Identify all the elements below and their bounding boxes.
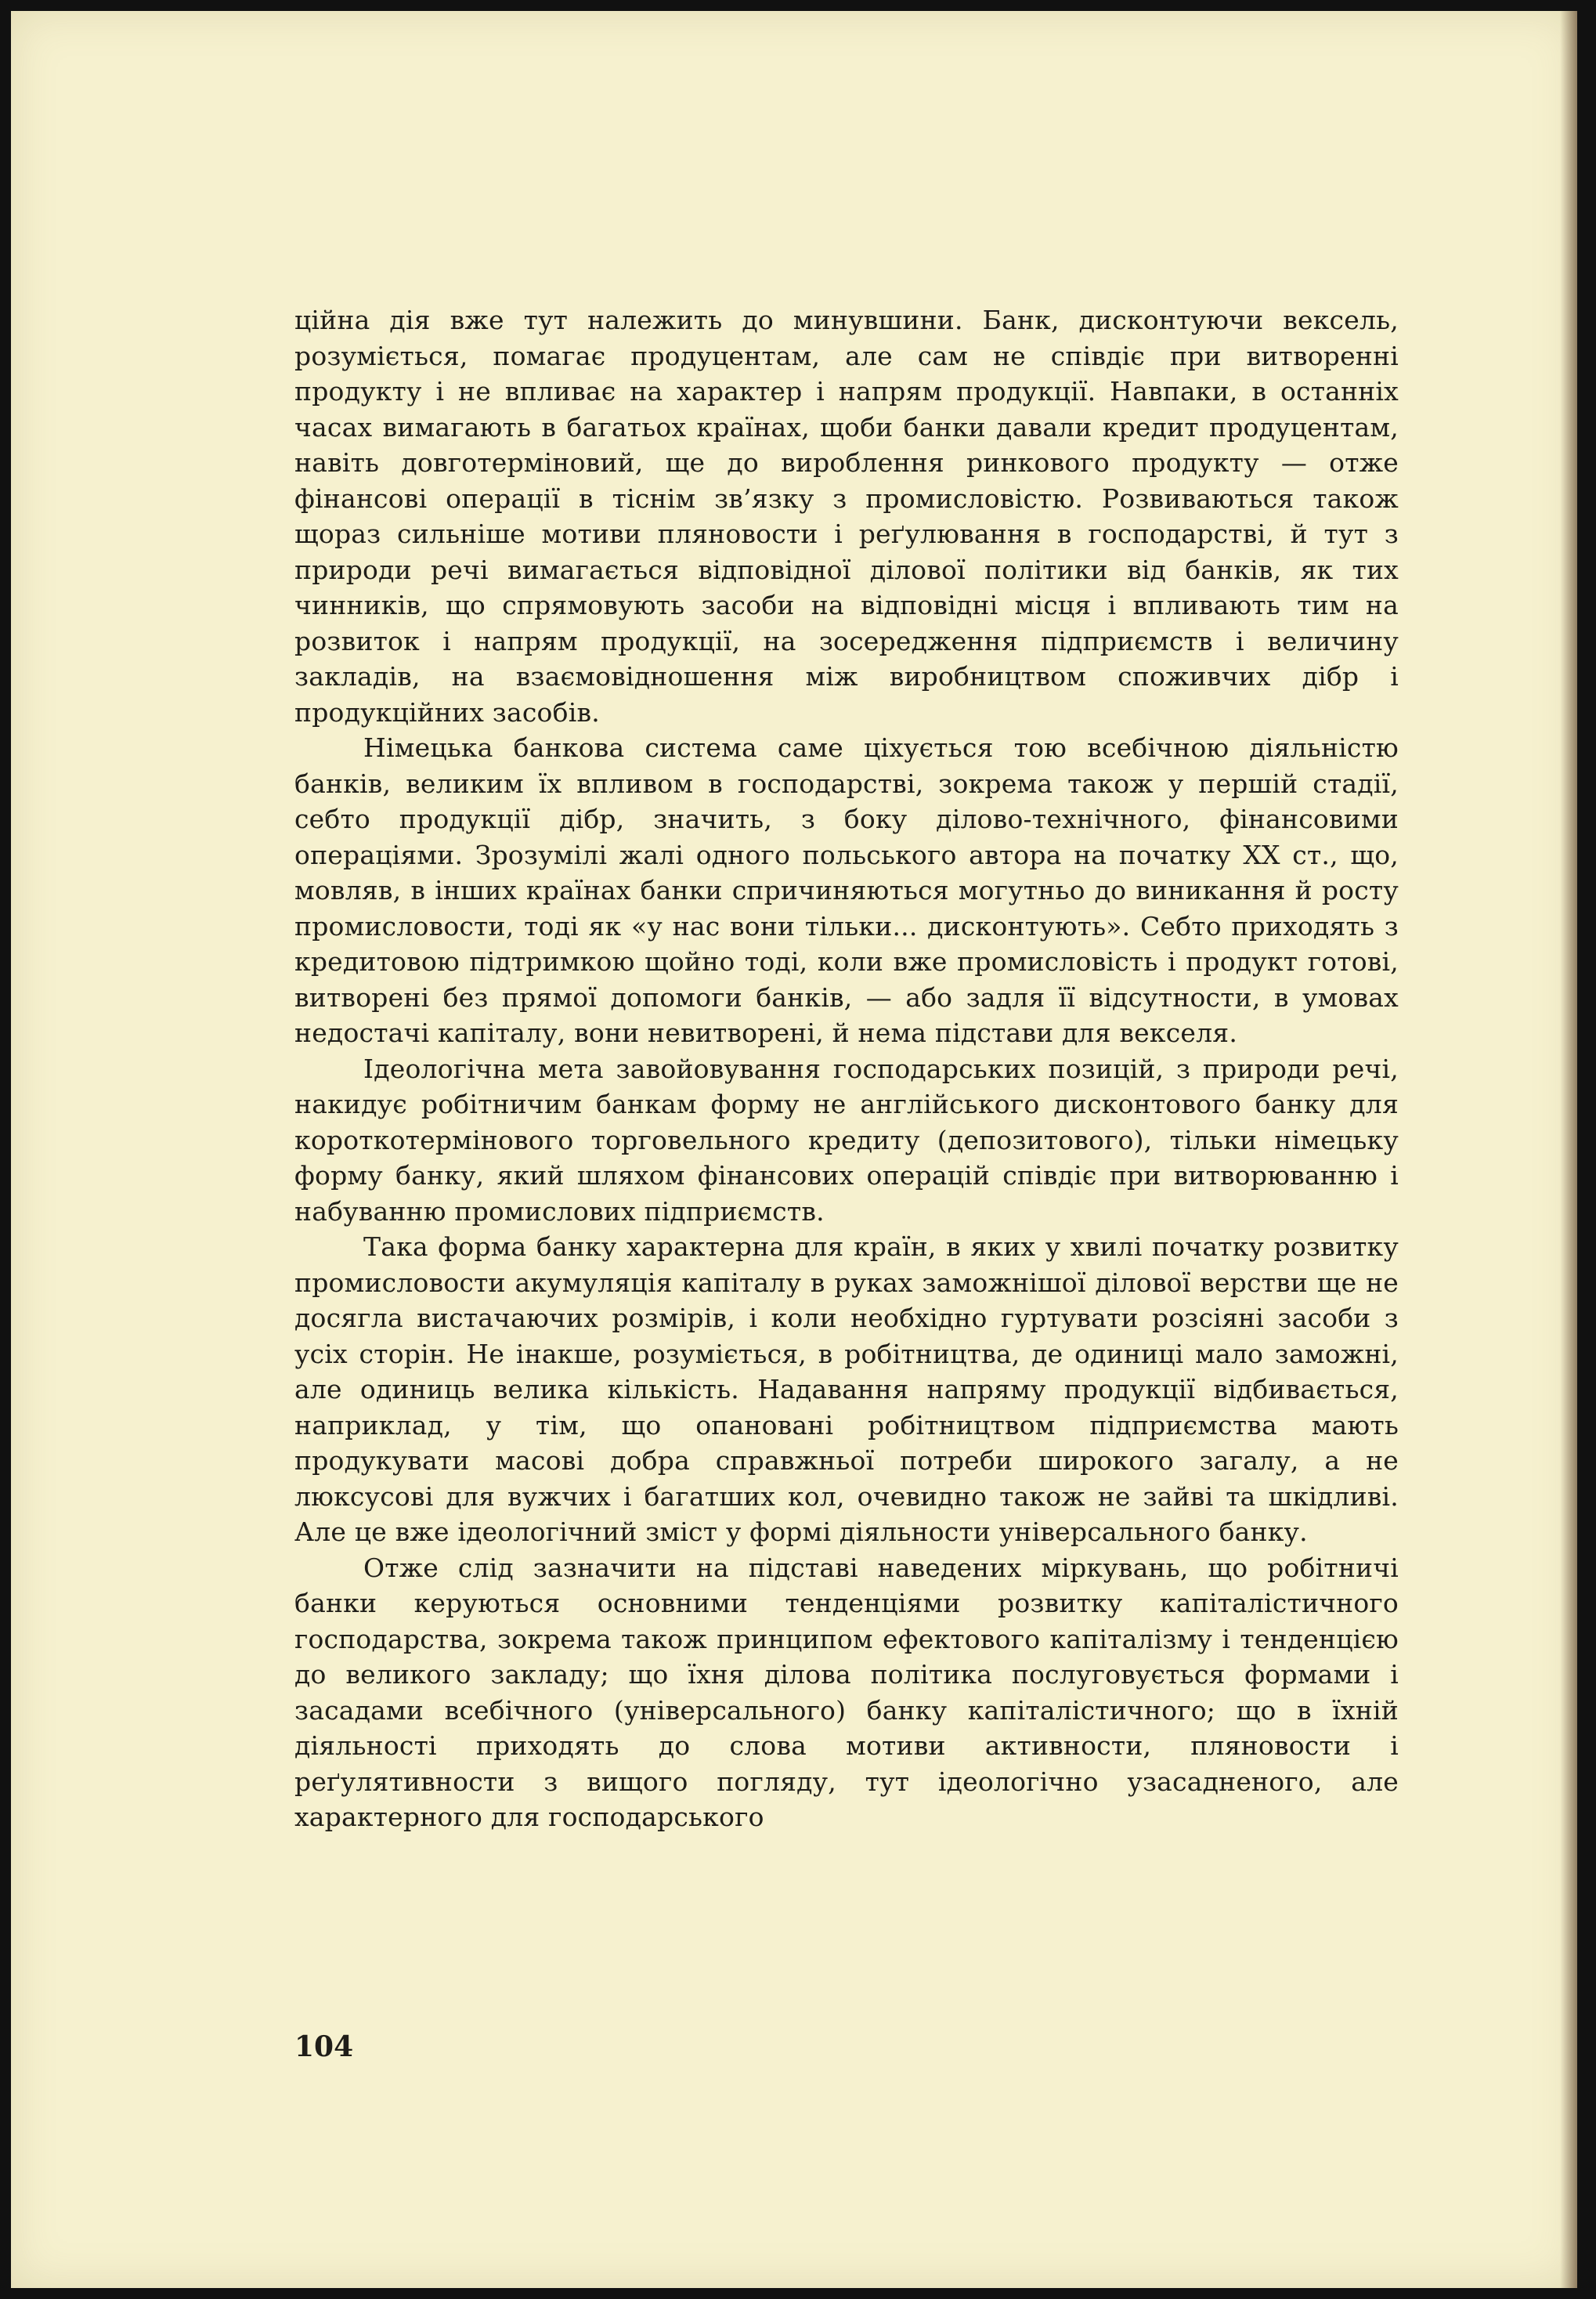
paragraph-3: Ідеологічна мета завойовування господарських позицій, з природи речі, накидує робітничим банкам форму не англійського дисконтового банку для короткотермінового торговельного кредиту (депозитового), тільки німецьку форму банку, який шляхом фінансових операцій співдіє при витворюванню і набуванню промислових підприємств. bbox=[294, 1053, 1399, 1227]
book-page bbox=[11, 11, 1577, 2288]
page-edge-shadow bbox=[1560, 11, 1577, 2288]
paragraph-5: Отже слід зазначити на підставі наведених міркувань, що робітничі банки керуються основними тенденціями розвитку капіталістичного господарства, зокрема також принципом ефектового капіталізму і тенденцією до великого закладу; що їхня ділова політика послуговується формами і засадами всебічного (універсального) банку капіталістичного; що в їхній діяльності приходять до слова мотиви активности, пляновости і реґулятивности з вищого погляду, тут ідеологічно узасадненого, але характерного для господарського bbox=[294, 1552, 1399, 1832]
page-number: 104 bbox=[294, 2030, 354, 2063]
body-text bbox=[294, 302, 1399, 1835]
paragraph-1: ційна дія вже тут належить до минувшини. Банк, дисконтуючи вексель, розуміється, помагає продуцентам, але сам не співдіє при витворенні продукту і не впливає на характер і напрям продукції. Навпаки, в останніх часах вимагають в багатьох країнах, щоби банки давали кредит продуцентам, навіть довготерміновий, ще до вироблення ринкового продукту — отже фінансові операції в тіснім зв’язку з промисловістю. Розвиваються також щораз сильніше мотиви пляновости і реґулювання в господарстві, й тут з природи речі вимагається відповідної ділової політики від банків, як тих чинників, що спрямовують засоби на відповідні місця і впливають тим на розвиток і напрям продукції, на зосередження підприємств і величину закладів, на взаємовідношення між виробництвом споживчих дібр і продукційних засобів. bbox=[294, 305, 1399, 728]
paragraph-2: Німецька банкова система саме ціхується тою всебічною діяльністю банків, великим їх впливом в господарстві, зокрема також у першій стадії, себто продукції дібр, значить, з боку ділово-технічного, фінансовими операціями. Зрозумілі жалі одного польського автора на початку XX ст., що, мовляв, в інших країнах банки спричиняються могутньо до виникання й росту промисловости, тоді як «у нас вони тільки... дисконтують». Себто приходять з кредитовою підтримкою щойно тоді, коли вже промисловість і продукт готові, витворені без прямої допомоги банків, — або задля її відсутности, в умовах недостачі капіталу, вони невитворені, й нема підстави для векселя. bbox=[294, 732, 1399, 1048]
paragraph-4: Така форма банку характерна для країн, в яких у хвилі початку розвитку промисловости акумуляція капіталу в руках заможнішої ділової верстви ще не досягла вистачаючих розмірів, і коли необхідно гуртувати розсіяні засоби з усіх сторін. Не інакше, розуміється, в робітництва, де одиниці мало заможні, але одиниць велика кількість. Надавання напряму продукції відбивається, наприклад, у тім, що опановані робітництвом підприємства мають продукувати масові добра справжньої потреби широкого загалу, а не люксусові для вужчих і багатших кол, очевидно також не зайві та шкідливі. Але це вже ідеологічний зміст у формі діяльности універсального банку. bbox=[294, 1231, 1399, 1547]
